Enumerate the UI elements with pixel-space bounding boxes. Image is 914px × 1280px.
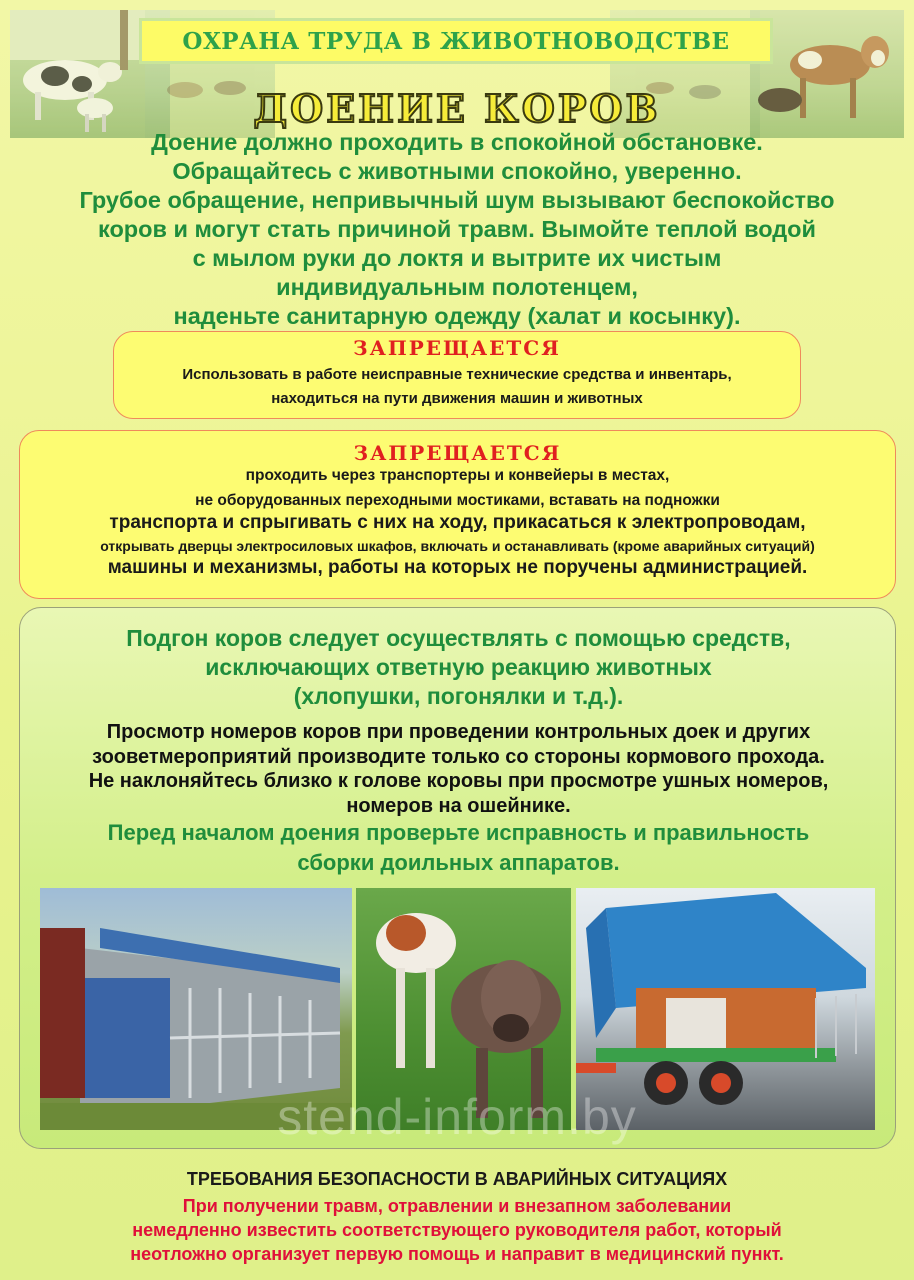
emergency-line: неотложно организует первую помощь и направит в медицинский пункт.	[130, 1244, 784, 1264]
intro-text	[20, 128, 894, 331]
herding-line: Подгон коров следует осуществлять с помощью средств,	[126, 625, 791, 651]
prohibited-line: машины и механизмы, работы на которых не поручены администрацией.	[107, 557, 808, 578]
prohibited-line: Использовать в работе неисправные технические средства и инвентарь,	[182, 366, 732, 383]
prohibited-box-2	[19, 430, 896, 599]
inspection-line: Просмотр номеров коров при проведении контрольных доек и других	[106, 721, 811, 743]
inspection-line: зооветмероприятий производите только со стороны кормового прохода.	[92, 745, 825, 768]
inspection-line: номеров на ошейнике.	[346, 794, 571, 817]
inspection-text	[20, 720, 897, 818]
prohibited-line: транспорта и спрыгивать с них на ходу, прикасаться к электропроводам,	[109, 512, 806, 533]
herding-line: (хлопушки, погонялки и т.д.).	[293, 683, 624, 709]
prohibited-line: не оборудованных переходными мостиками, вставать на подножки	[195, 492, 720, 509]
herding-text	[20, 624, 897, 711]
inspection-line: Не наклоняйтесь близко к голове коровы при просмотре ушных номеров,	[88, 770, 829, 792]
emergency-line: немедленно известить соответствующего руководителя работ, который	[132, 1220, 782, 1240]
intro-line: наденьте санитарную одежду (халат и косынку).	[173, 303, 741, 329]
intro-line: коров и могут стать причиной травм. Вымойте теплой водой	[98, 216, 816, 242]
title-banner	[139, 18, 773, 64]
prohibited-title: ЗАПРЕЩАЕТСЯ	[353, 336, 561, 360]
herding-line: исключающих ответную реакцию животных	[205, 654, 712, 680]
intro-line: с мылом руки до локтя и вытрите их чистым	[192, 245, 722, 271]
instructions-panel	[19, 607, 896, 1149]
emergency-line: При получении травм, отравлении и внезапном заболевании	[182, 1196, 732, 1216]
prohibited-line: открывать дверцы электросиловых шкафов, включать и останавливать (кроме аварийных ситуаций)	[100, 538, 815, 554]
prohibited-line: находиться на пути движения машин и животных	[271, 390, 643, 407]
prohibited-title: ЗАПРЕЩАЕТСЯ	[353, 441, 562, 465]
prohibited-box-1	[113, 331, 801, 419]
check-equipment-line: сборки доильных аппаратов.	[297, 850, 620, 875]
intro-line: Обращайтесь с животными спокойно, уверенно.	[172, 158, 742, 184]
check-equipment-line: Перед началом доения проверьте исправность и правильность	[107, 820, 810, 845]
prohibited-line: проходить через транспортеры и конвейеры в местах,	[245, 467, 670, 484]
emergency-requirements-text	[20, 1194, 894, 1266]
intro-line: Доение должно проходить в спокойной обстановке.	[151, 129, 763, 155]
watermark: stend-inform.by	[277, 1089, 637, 1145]
intro-line: Грубое обращение, непривычный шум вызывают беспокойство	[79, 187, 835, 213]
emergency-requirements-title: ТРЕБОВАНИЯ БЕЗОПАСНОСТИ В АВАРИЙНЫХ СИТУАЦИЯХ	[186, 1169, 728, 1189]
intro-line: индивидуальным полотенцем,	[276, 274, 638, 300]
check-equipment-text	[20, 818, 897, 878]
page-title: ОХРАНА ТРУДА В ЖИВОТНОВОДСТВЕ	[182, 27, 730, 55]
page-subtitle: ДОЕНИЕ КОРОВ	[253, 86, 661, 131]
